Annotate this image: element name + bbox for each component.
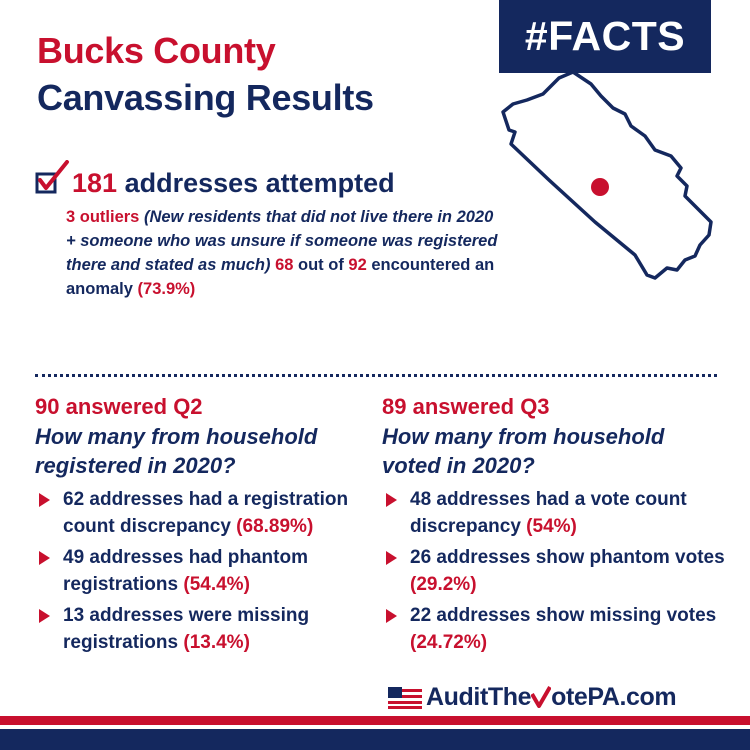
q2-list (35, 486, 380, 656)
addresses-attempted (72, 168, 395, 199)
logo-text-part-a: AuditThe (426, 683, 532, 711)
list-item-text: 62 addresses had a registration count discrepancy (63, 489, 349, 537)
q3-list (382, 486, 727, 656)
bottom-navy-stripe (0, 729, 750, 750)
list-item-text: 13 addresses were missing registrations (63, 605, 310, 653)
title-canvassing-results: Canvassing Results (37, 77, 374, 118)
outliers-paragraph (66, 205, 506, 301)
triangle-bullet-icon (386, 609, 397, 623)
list-item-percent: (54%) (526, 516, 577, 537)
encountered-text: encountered an anomaly (66, 256, 495, 298)
triangle-bullet-icon (39, 493, 50, 507)
bottom-red-stripe (0, 716, 750, 725)
list-item-text: 22 addresses show missing votes (410, 605, 717, 626)
auditthevotepa-logo (388, 683, 728, 715)
list-item (382, 544, 727, 598)
triangle-bullet-icon (39, 609, 50, 623)
logo-text-part-b: otePA.com (551, 683, 677, 711)
outliers-explanation: (New residents that did not live there in 2020 + someone who was unsure if someone was registered there and stated as much) (66, 208, 498, 274)
outliers-count: 3 outliers (66, 208, 140, 226)
q2-question: How many from household registered in 2020? (35, 424, 318, 478)
list-item-percent: (54.4%) (183, 574, 250, 595)
dotted-divider (35, 374, 717, 377)
list-item (35, 602, 380, 656)
list-item (382, 602, 727, 656)
q2-header: 90 answered Q2 (35, 394, 203, 419)
triangle-bullet-icon (386, 493, 397, 507)
anomaly-count: 68 (275, 256, 294, 274)
list-item-percent: (13.4%) (183, 632, 250, 653)
location-dot (591, 178, 609, 196)
q2-section (35, 392, 380, 660)
list-item (382, 486, 727, 540)
attempted-label: addresses attempted (117, 168, 395, 198)
list-item-text: 26 addresses show phantom votes (410, 547, 725, 568)
out-of-text: out of (293, 256, 349, 274)
q3-header: 89 answered Q3 (382, 394, 550, 419)
list-item-percent: (68.89%) (236, 516, 314, 537)
title-bucks-county: Bucks County (37, 30, 276, 71)
list-item (35, 544, 380, 598)
list-item-text: 48 addresses had a vote count discrepancy (410, 489, 687, 537)
q3-section (382, 392, 727, 660)
triangle-bullet-icon (39, 551, 50, 565)
list-item-percent: (29.2%) (410, 574, 477, 595)
list-item-percent: (24.72%) (410, 632, 488, 653)
list-item (35, 486, 380, 540)
anomaly-total: 92 (348, 256, 367, 274)
triangle-bullet-icon (386, 551, 397, 565)
facts-badge: #FACTS (499, 0, 711, 73)
attempted-number: 181 (72, 168, 118, 198)
flag-icon (388, 687, 422, 709)
logo-text (426, 683, 676, 712)
checkbox-check-icon (35, 160, 71, 196)
bucks-county-map-icon (495, 70, 725, 290)
anomaly-percent: (73.9%) (137, 280, 196, 298)
q3-question: How many from household voted in 2020? (382, 424, 665, 478)
list-item-text: 49 addresses had phantom registrations (63, 547, 308, 595)
checkmark-v-icon (531, 686, 551, 708)
